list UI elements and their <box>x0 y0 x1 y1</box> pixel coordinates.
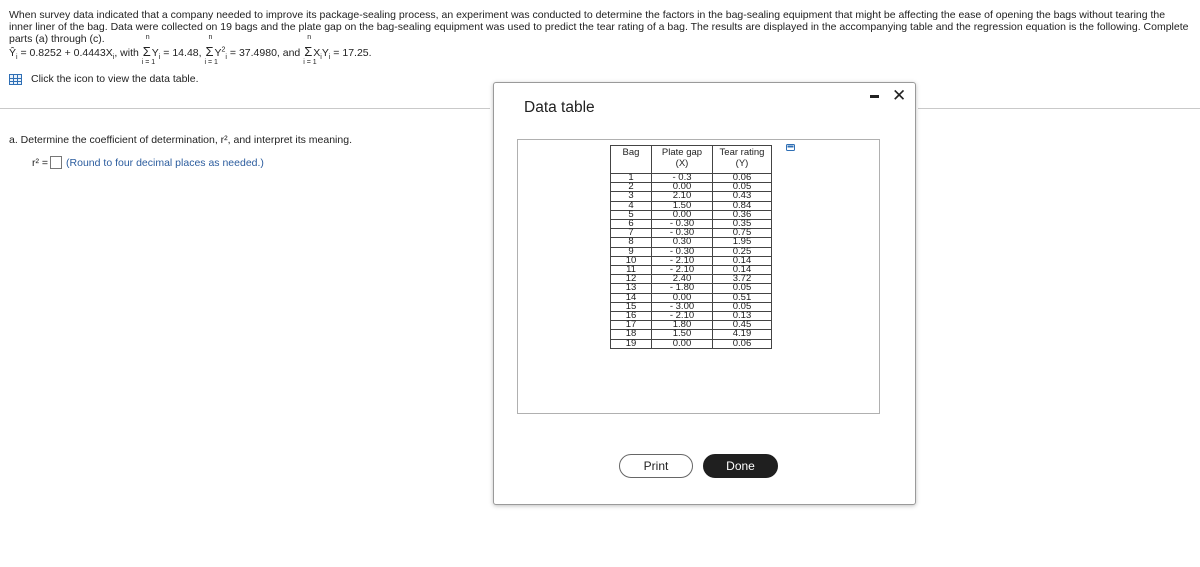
cell-x: 0.00 <box>652 293 713 302</box>
table-row <box>611 339 772 348</box>
cell-bag: 15 <box>611 302 652 311</box>
cell-y: 0.45 <box>713 321 772 330</box>
copy-icon[interactable] <box>786 144 795 151</box>
cell-bag: 10 <box>611 256 652 265</box>
cell-bag: 19 <box>611 339 652 348</box>
cell-x: 2.40 <box>652 275 713 284</box>
cell-x: - 2.10 <box>652 256 713 265</box>
close-icon[interactable]: ✕ <box>892 86 907 105</box>
data-table <box>610 145 772 349</box>
cell-x: - 0.30 <box>652 229 713 238</box>
cell-y: 0.05 <box>713 284 772 293</box>
cell-y: 0.35 <box>713 220 772 229</box>
r2-label: r² = <box>32 156 49 169</box>
cell-y: 0.14 <box>713 266 772 275</box>
cell-bag: 14 <box>611 293 652 302</box>
cell-bag: 4 <box>611 201 652 210</box>
cell-y: 0.51 <box>713 293 772 302</box>
view-data-table-link[interactable] <box>9 73 199 85</box>
sum-symbol: n Σ i = 1 <box>303 34 317 66</box>
window-controls <box>870 86 907 105</box>
print-button[interactable]: Print <box>619 454 693 478</box>
cell-bag: 8 <box>611 238 652 247</box>
cell-y: 0.06 <box>713 339 772 348</box>
cell-x: 0.00 <box>652 339 713 348</box>
cell-y: 0.05 <box>713 183 772 192</box>
cell-x: 1.50 <box>652 201 713 210</box>
y-hat: Ŷ <box>9 47 17 59</box>
cell-bag: 7 <box>611 229 652 238</box>
problem-intro: When survey data indicated that a company needed to improve its package-sealing process, an experiment was conducted to determine the factors in the bag-sealing equipment that might be affecting the ease of opening the bags without tearing the inner liner of the bag. Data were collected on 19 bags and the plate gap on the bag-sealing equipment was used to predict the tear rating of a bag. The results are displayed in the accompanying table and the regression equation is the following. Complete parts (a) through (c). <box>9 9 1189 45</box>
cell-bag: 18 <box>611 330 652 339</box>
cell-y: 0.25 <box>713 247 772 256</box>
cell-bag: 13 <box>611 284 652 293</box>
header-plate-gap: Plate gap (X) <box>652 146 713 174</box>
cell-bag: 1 <box>611 174 652 183</box>
sum-symbol: n Σ i = 1 <box>204 34 218 66</box>
part-a-question: a. Determine the coefficient of determination, r², and interpret its meaning. <box>9 134 352 146</box>
minimize-icon[interactable] <box>870 95 879 98</box>
header-bag: Bag <box>611 146 652 174</box>
cell-y: 1.95 <box>713 238 772 247</box>
regression-equation: $Ŷ_i = 0.8252 + 0.4443X_i$, with n Σ i = 1 $Y_i = 14.48$, n Σ i = 1 $Y^2_i = 37.4980$, and n Σ i = 1 $X_iY_i = 17.25$. <box>9 34 372 66</box>
cell-bag: 2 <box>611 183 652 192</box>
cell-x: - 3.00 <box>652 302 713 311</box>
cell-x: - 2.10 <box>652 266 713 275</box>
cell-x: - 2.10 <box>652 312 713 321</box>
cell-x: 1.50 <box>652 330 713 339</box>
cell-bag: 9 <box>611 247 652 256</box>
cell-y: 4.19 <box>713 330 772 339</box>
cell-bag: 6 <box>611 220 652 229</box>
cell-x: 0.30 <box>652 238 713 247</box>
r2-answer-row <box>32 156 264 169</box>
done-button[interactable]: Done <box>703 454 778 478</box>
cell-x: 0.00 <box>652 183 713 192</box>
cell-x: - 1.80 <box>652 284 713 293</box>
cell-y: 0.84 <box>713 201 772 210</box>
cell-bag: 17 <box>611 321 652 330</box>
dialog-title: Data table <box>524 99 595 116</box>
cell-y: 0.43 <box>713 192 772 201</box>
cell-y: 0.14 <box>713 256 772 265</box>
cell-y: 0.13 <box>713 312 772 321</box>
cell-x: - 0.30 <box>652 220 713 229</box>
section-divider <box>0 108 490 109</box>
header-tear-rating: Tear rating (Y) <box>713 146 772 174</box>
table-grid-icon[interactable] <box>9 74 22 85</box>
cell-bag: 12 <box>611 275 652 284</box>
view-data-table-text: Click the icon to view the data table. <box>31 73 199 85</box>
sum-symbol: n Σ i = 1 <box>141 34 156 66</box>
cell-bag: 16 <box>611 312 652 321</box>
cell-y: 3.72 <box>713 275 772 284</box>
cell-y: 0.36 <box>713 210 772 219</box>
r2-input[interactable] <box>50 156 62 169</box>
cell-x: - 0.3 <box>652 174 713 183</box>
cell-y: 0.06 <box>713 174 772 183</box>
data-table-dialog <box>493 82 916 505</box>
rounding-hint: (Round to four decimal places as needed.) <box>66 156 264 169</box>
cell-bag: 11 <box>611 266 652 275</box>
section-divider <box>918 108 1200 109</box>
cell-x: - 0.30 <box>652 247 713 256</box>
cell-x: 0.00 <box>652 210 713 219</box>
cell-x: 2.10 <box>652 192 713 201</box>
cell-bag: 3 <box>611 192 652 201</box>
cell-bag: 5 <box>611 210 652 219</box>
cell-y: 0.05 <box>713 302 772 311</box>
cell-y: 0.75 <box>713 229 772 238</box>
cell-x: 1.80 <box>652 321 713 330</box>
